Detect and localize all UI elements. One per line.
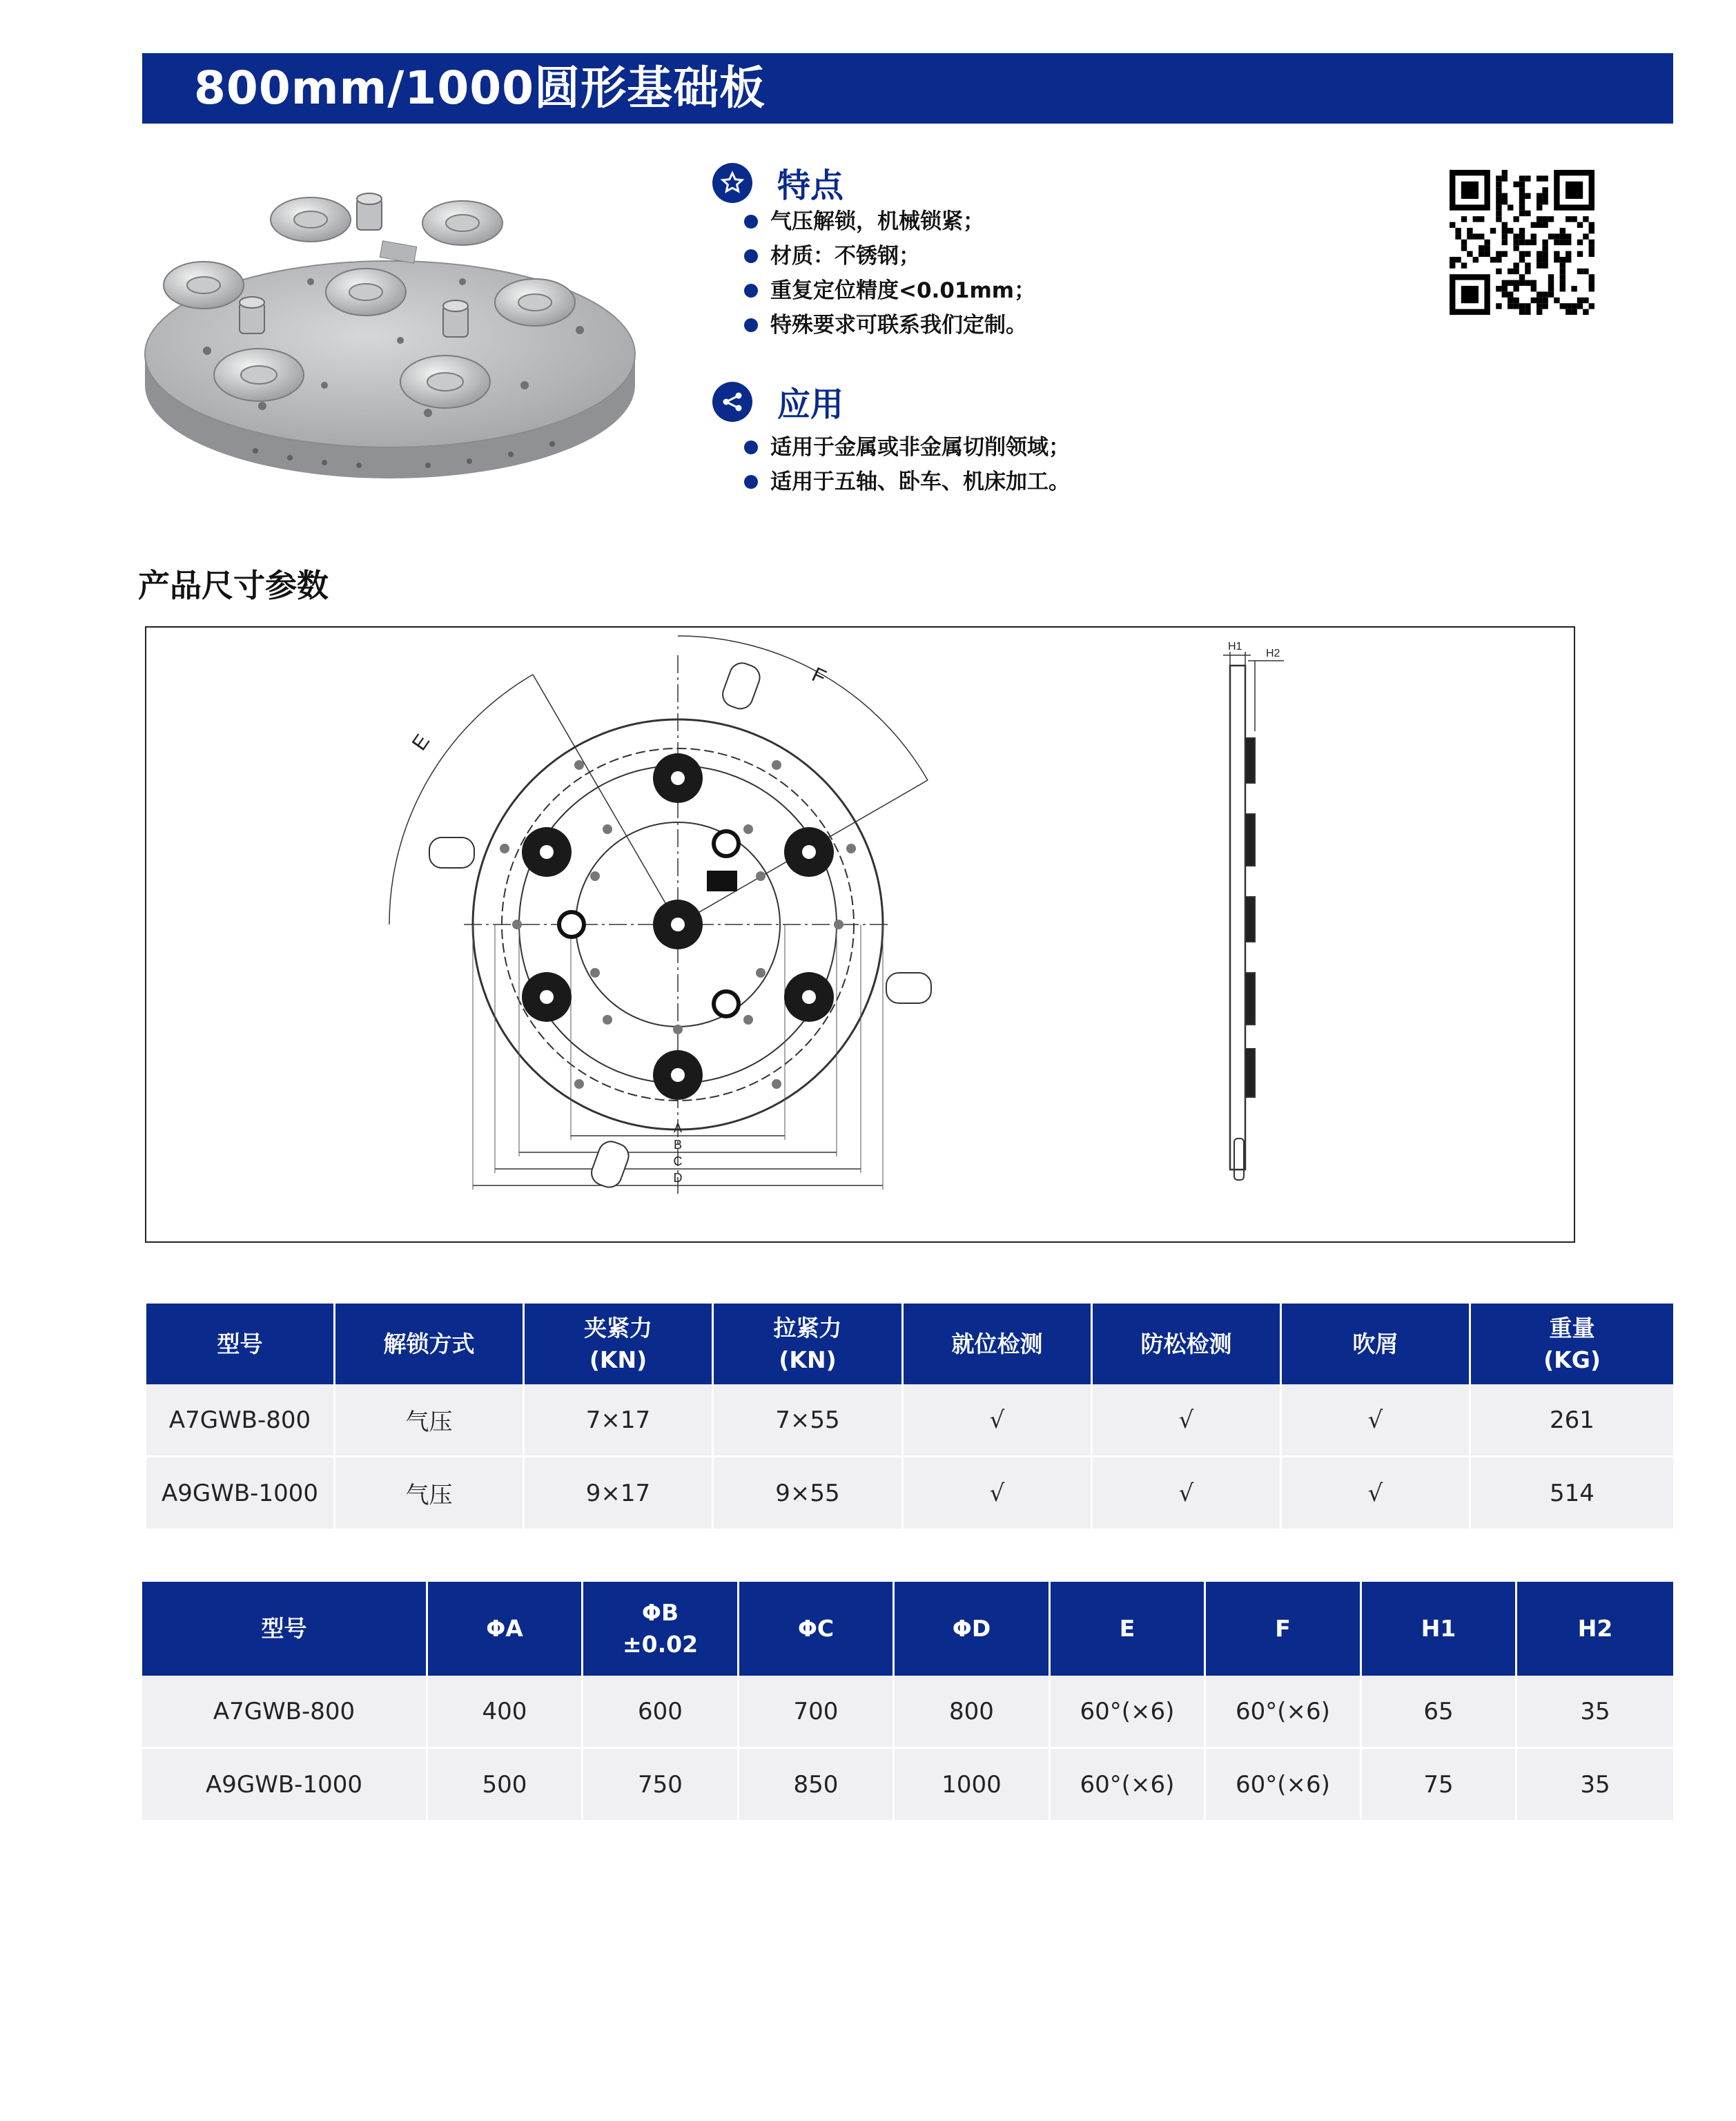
dim-label-h2: H2 xyxy=(1266,648,1280,659)
spec-table xyxy=(146,1304,1673,1529)
dim-label-a: A xyxy=(673,1121,683,1135)
table-header: H2 xyxy=(1517,1582,1673,1676)
dim-label-f: F xyxy=(808,663,830,690)
table-cell: 514 xyxy=(1471,1457,1673,1529)
table-cell: 9×55 xyxy=(714,1457,904,1529)
features-title: 特点 xyxy=(777,166,844,205)
table-cell: 35 xyxy=(1517,1749,1673,1820)
table-cell: A9GWB-1000 xyxy=(146,1457,335,1529)
product-photo xyxy=(138,178,642,489)
table-header: 吹屑 xyxy=(1282,1304,1471,1384)
star-icon xyxy=(712,163,752,203)
table-header: ΦC xyxy=(739,1582,895,1676)
table-header: F xyxy=(1206,1582,1362,1676)
table-header: 重量 (KG) xyxy=(1471,1304,1673,1384)
table-header: 夹紧力 (KN) xyxy=(525,1304,714,1384)
table-row xyxy=(142,1676,1673,1749)
dim-label-h1: H1 xyxy=(1228,641,1242,652)
table-cell: 气压 xyxy=(335,1457,525,1529)
table-cell: 7×55 xyxy=(714,1384,904,1457)
list-item: 重复定位精度<0.01mm； xyxy=(744,273,1035,308)
table-cell: 35 xyxy=(1517,1676,1673,1749)
table-cell: √ xyxy=(904,1457,1093,1529)
table-cell: 气压 xyxy=(335,1384,525,1457)
applications-heading xyxy=(712,378,843,425)
table-header: ΦD xyxy=(895,1582,1051,1676)
drawing-svg xyxy=(146,628,1577,1244)
table-cell: 500 xyxy=(428,1749,583,1820)
qr-code[interactable] xyxy=(1450,170,1594,315)
table-row xyxy=(142,1749,1673,1820)
table-cell: 75 xyxy=(1362,1749,1517,1820)
table-cell: 60°(×6) xyxy=(1206,1676,1362,1749)
share-icon xyxy=(712,382,752,422)
table-header: 防松检测 xyxy=(1093,1304,1282,1384)
table-cell: 9×17 xyxy=(525,1457,714,1529)
table-row xyxy=(146,1457,1673,1529)
table-header: ΦA xyxy=(428,1582,583,1676)
dim-label-b: B xyxy=(673,1138,683,1152)
table-header-row xyxy=(142,1582,1673,1676)
list-item: 适用于五轴、卧车、机床加工。 xyxy=(744,465,1070,499)
table-cell: 800 xyxy=(895,1676,1051,1749)
bullet-icon xyxy=(744,475,758,489)
bullet-icon xyxy=(744,249,758,263)
table-cell: 400 xyxy=(428,1676,583,1749)
dimensions-title: 产品尺寸参数 xyxy=(138,567,329,604)
table-cell: 1000 xyxy=(895,1749,1051,1820)
applications-title: 应用 xyxy=(777,385,844,424)
table-cell: 700 xyxy=(739,1676,895,1749)
table-cell: 261 xyxy=(1471,1384,1673,1457)
list-item: 气压解锁，机械锁紧； xyxy=(744,204,1035,239)
table-cell: 850 xyxy=(739,1749,895,1820)
table-cell: √ xyxy=(1282,1384,1471,1457)
technical-drawing xyxy=(145,626,1575,1243)
table-cell: √ xyxy=(904,1384,1093,1457)
table-header: E xyxy=(1051,1582,1206,1676)
table-cell: 60°(×6) xyxy=(1051,1749,1206,1820)
list-item: 适用于金属或非金属切削领域； xyxy=(744,430,1070,465)
applications-list xyxy=(744,430,1070,499)
features-heading xyxy=(712,159,843,206)
bullet-icon xyxy=(744,284,758,298)
table-cell: A7GWB-800 xyxy=(146,1384,335,1457)
table-header: 型号 xyxy=(146,1304,335,1384)
dim-label-e: E xyxy=(407,730,435,755)
table-header: 型号 xyxy=(142,1582,428,1676)
table-cell: √ xyxy=(1282,1457,1471,1529)
bullet-icon xyxy=(744,440,758,454)
bullet-icon xyxy=(744,215,758,229)
bullet-icon xyxy=(744,318,758,332)
dim-label-d: D xyxy=(673,1171,683,1185)
table-row xyxy=(146,1384,1673,1457)
table-header: ΦB ±0.02 xyxy=(583,1582,739,1676)
dim-label-c: C xyxy=(673,1154,683,1168)
title-banner xyxy=(142,53,1673,124)
dimension-table xyxy=(142,1582,1673,1820)
table-cell: √ xyxy=(1093,1457,1282,1529)
list-item: 特殊要求可联系我们定制。 xyxy=(744,308,1035,342)
table-header: 拉紧力 (KN) xyxy=(714,1304,904,1384)
table-cell: 65 xyxy=(1362,1676,1517,1749)
table-cell: 600 xyxy=(583,1676,739,1749)
table-cell: A7GWB-800 xyxy=(142,1676,428,1749)
page-title: 800mm/1000圆形基础板 xyxy=(194,61,766,115)
table-header: H1 xyxy=(1362,1582,1517,1676)
table-header: 就位检测 xyxy=(904,1304,1093,1384)
table-cell: 750 xyxy=(583,1749,739,1820)
table-header: 解锁方式 xyxy=(335,1304,525,1384)
table-cell: 60°(×6) xyxy=(1051,1676,1206,1749)
table-cell: 7×17 xyxy=(525,1384,714,1457)
table-cell: 60°(×6) xyxy=(1206,1749,1362,1820)
table-cell: A9GWB-1000 xyxy=(142,1749,428,1820)
table-header-row xyxy=(146,1304,1673,1384)
features-list xyxy=(744,204,1035,342)
table-cell: √ xyxy=(1093,1384,1282,1457)
list-item: 材质：不锈钢； xyxy=(744,239,1035,273)
